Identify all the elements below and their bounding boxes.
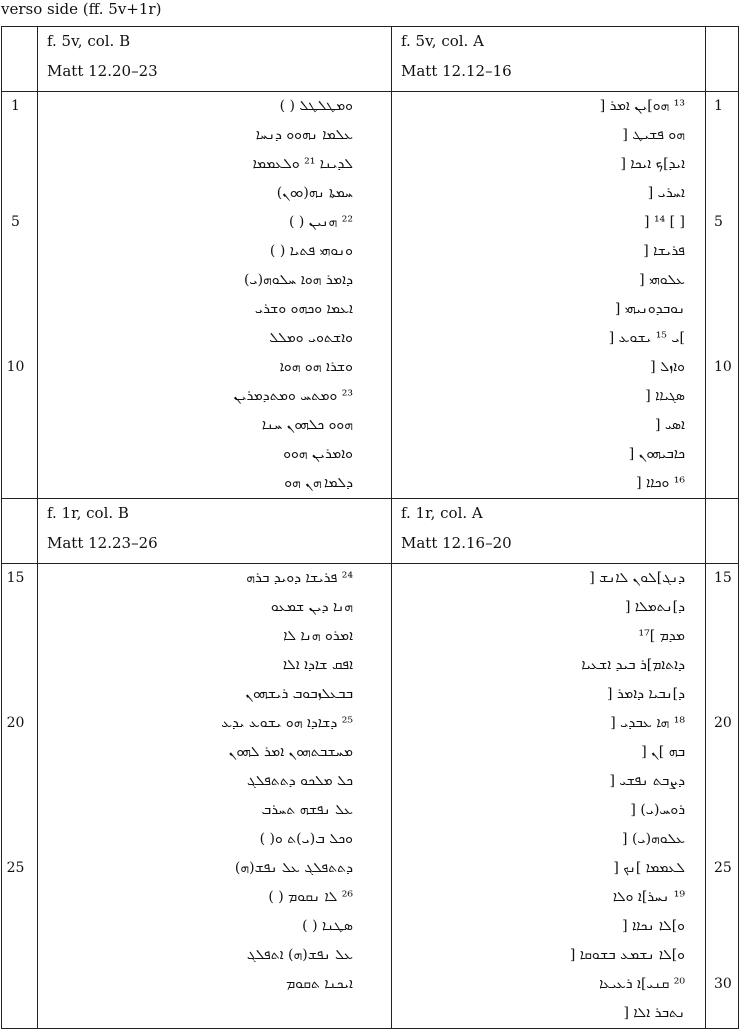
manuscript-line: ܕܐܬܐܡ]ܪ ܒܝܕ ܐܫܥܝܐ — [581, 657, 685, 673]
line-number — [2, 970, 37, 999]
manuscript-line: ܒܒܥܠܙܒܘܒ ܪܝܫܗܘܢ — [245, 686, 353, 702]
line-number — [2, 295, 37, 324]
manuscript-line: ܦܪܝܫܐ [ — [643, 243, 685, 259]
line-number — [2, 651, 37, 680]
manuscript-line: ܘ]ܠܐ ܢܫܡܥ ܒܫܘܩܐ [ — [569, 947, 685, 963]
manuscript-line: ܠܥܡܡܐ ]ܢܟ [ — [613, 860, 685, 876]
manuscript-line: ܐܦܩ ܫܐܕܐ ܐܠܐ — [282, 657, 353, 673]
manuscript-line: ܡܕܡ ]¹⁷ — [638, 628, 685, 644]
manuscript-line: ܕ]ܢܬܡܠܐ [ — [624, 599, 685, 615]
line-number — [706, 825, 738, 854]
manuscript-line: ²² ܗܢܝܢ ( ) — [288, 214, 353, 230]
manuscript-line: ܘܟܠ ܒ(ܝ)ܬ ܘ( ) — [259, 831, 353, 847]
line-number — [2, 411, 37, 440]
manuscript-line: ܘܫܪܐ ܗܘ ܗܘܐ — [279, 359, 353, 375]
line-number — [706, 295, 738, 324]
manuscript-line: ܟܠ ܡܠܟܘ ܕܬܬܦܠܓ — [247, 773, 353, 789]
col-b-text — [38, 564, 392, 1029]
manuscript-line: ܘܐܡܪܝܢ ܗܘܘ — [283, 446, 353, 462]
col-a-reference: Matt 12.16–20 — [401, 534, 512, 552]
manuscript-line: ܘ]ܠܐ ܢܟܐܐ [ — [622, 918, 685, 934]
col-a-text — [392, 564, 706, 1029]
line-number — [706, 593, 738, 622]
col-b-header — [38, 27, 392, 92]
col-a-folio: f. 1r, col. A — [401, 504, 483, 522]
manuscript-line: ܥܠ ܢܦܫܗ ܬܚܪܒ — [261, 802, 353, 818]
col-b-reference: Matt 12.20–23 — [47, 62, 158, 80]
left-line-numbers — [2, 92, 38, 499]
line-number — [706, 237, 738, 266]
col-a-header — [392, 27, 706, 92]
line-number — [706, 651, 738, 680]
manuscript-line: ²³ ܘܡܬܚ ܘܡܬܕܡܪܝܢ — [233, 388, 353, 404]
col-a-header — [392, 499, 706, 564]
manuscript-line: ܢܬܒܪ ܐܠܐ [ — [623, 1005, 685, 1021]
manuscript-line: ܣܛܢܐ ( ) — [302, 918, 353, 934]
manuscript-line: ²⁵ ܕܫܐܕܐ ܗܘ ܝܫܘܥ ܝܕܥ — [221, 715, 353, 731]
col-a-folio: f. 5v, col. A — [401, 32, 484, 50]
manuscript-line: ܕ]ܢܒܝܐ ܕܐܡܪ [ — [607, 686, 685, 702]
manuscript-line: ܘܢܘܗܝ ܦܬܝܐ ( ) — [269, 243, 353, 259]
line-number — [2, 622, 37, 651]
line-number — [2, 883, 37, 912]
manuscript-line: ]ܝ ¹⁵ ܝܫܘܥ [ — [608, 330, 685, 346]
manuscript-line: ܥܠܡܐ ܢܗܘܘ ܕܢܚܐ — [255, 127, 353, 143]
line-number: 15 — [6, 570, 25, 586]
line-number — [2, 179, 37, 208]
manuscript-line: ܕܠܡܐ ܗܢ ܗܘ — [284, 475, 353, 491]
manuscript-line: ²⁴ ܦܪܝܫܐ ܕܘܝܕ ܒܪܗ — [246, 570, 353, 586]
line-number: 15 — [714, 570, 732, 586]
manuscript-line: ¹⁶ ܘܟܐܐ [ — [636, 475, 685, 491]
section-body-row — [2, 564, 739, 1029]
manuscript-line: ܗܢܐ ܕܝܢ ܫܡܥܘ — [270, 599, 353, 615]
line-number: 5 — [714, 214, 723, 230]
manuscript-line: ܐܣܝ [ — [654, 417, 685, 433]
header-empty-right — [706, 499, 739, 564]
line-number — [2, 825, 37, 854]
line-number — [706, 469, 738, 498]
right-line-numbers — [706, 564, 739, 1029]
col-b-text — [38, 92, 392, 499]
col-b-reference: Matt 12.23–26 — [47, 534, 158, 552]
header-empty-left — [2, 27, 38, 92]
manuscript-line: ܗܘ ܦܫܝܛ [ — [622, 127, 685, 143]
line-number — [2, 121, 37, 150]
line-number — [706, 912, 738, 941]
line-number: 20 — [6, 715, 25, 731]
line-number — [2, 440, 37, 469]
line-number — [706, 796, 738, 825]
line-number — [2, 469, 37, 498]
manuscript-line: ܣܓܝܐܐ [ — [645, 388, 685, 404]
line-number: 10 — [6, 359, 25, 375]
line-number — [706, 382, 738, 411]
manuscript-line: ܠܕܝܢܐ ²¹ ܘܠܥܡܡܐ — [252, 156, 353, 172]
line-number — [2, 266, 37, 295]
manuscript-line: ܐܝܟܢܐ ܬܩܘܡ — [286, 976, 353, 992]
manuscript-line: ¹⁸ ܗܐ ܥܒܕܝ [ — [610, 715, 685, 731]
line-number — [706, 883, 738, 912]
manuscript-line: [ ] ¹⁴ [ — [644, 214, 685, 230]
manuscript-line: ܕܐܡܪ ܗܘܐ ܚܠܘܗ(ܝ) — [243, 272, 353, 288]
line-number — [2, 382, 37, 411]
manuscript-line: ܥܠ ܢܦܫ(ܗ) ܐܬܦܠܓ — [246, 947, 353, 963]
line-number — [2, 237, 37, 266]
manuscript-line: ܡܚܫܒܬܗܘܢ ܐܡܪ ܠܗܘܢ — [228, 744, 353, 760]
manuscript-line: ܢܘܒܕܘܢܝܗܝ [ — [614, 301, 685, 317]
line-number — [706, 266, 738, 295]
col-b-header — [38, 499, 392, 564]
manuscript-line: ܐܚܪܝ [ — [647, 185, 685, 201]
manuscript-line: ܪܘܚ(ܝ) [ — [630, 802, 685, 818]
line-number: 1 — [714, 98, 723, 114]
header-empty-left — [2, 499, 38, 564]
manuscript-line: ²⁶ ܠܐ ܢܩܘܡ ( ) — [268, 889, 353, 905]
col-b-folio: f. 1r, col. B — [47, 504, 129, 522]
left-line-numbers — [2, 564, 38, 1029]
line-number — [706, 622, 738, 651]
manuscript-line: ܐܥܡܐ ܘܟܗܘ ܘܫܪܝ — [254, 301, 353, 317]
manuscript-line: ܐܡܪܘ ܗܢܐ ܠܐ — [283, 628, 353, 644]
line-number: 30 — [714, 976, 732, 992]
manuscript-line: ܥܠܘܗܝ [ — [639, 272, 685, 288]
manuscript-line: ܗܘܘ ܟܠܗܘܢ ܚܢܐ — [261, 417, 353, 433]
line-number — [2, 767, 37, 796]
manuscript-line: ܘܐܙܠ [ — [650, 359, 685, 375]
line-number: 25 — [6, 860, 25, 876]
line-number — [2, 796, 37, 825]
line-number — [706, 324, 738, 353]
line-number — [2, 941, 37, 970]
section-header-row — [2, 27, 739, 92]
col-a-reference: Matt 12.12–16 — [401, 62, 512, 80]
line-number — [706, 179, 738, 208]
page-caption: verso side (ff. 5v+1r) — [1, 0, 162, 18]
manuscript-line: ܚܡܬܐ ܢܗ(ܘܘܢ) — [276, 185, 353, 201]
line-number — [706, 767, 738, 796]
line-number — [2, 912, 37, 941]
manuscript-line: ܕܬܬܦܠܓ ܥܠ ܢܦܫ(ܗ) — [234, 860, 353, 876]
line-number — [2, 150, 37, 179]
manuscript-table — [1, 26, 739, 1029]
line-number — [706, 411, 738, 440]
line-number: 20 — [714, 715, 732, 731]
line-number: 10 — [714, 359, 732, 375]
line-number — [2, 738, 37, 767]
line-number: 1 — [11, 98, 20, 114]
line-number: 25 — [714, 860, 732, 876]
right-line-numbers — [706, 92, 739, 499]
manuscript-line: ܒܗ ]ܢ [ — [641, 744, 685, 760]
manuscript-line: ¹⁹ ܢܚܪ]ܐ ܘܠܐ — [612, 889, 685, 905]
line-number: 5 — [11, 214, 20, 230]
line-number — [2, 680, 37, 709]
line-number — [706, 738, 738, 767]
header-empty-right — [706, 27, 739, 92]
manuscript-line: ܕܢܓ]ܠܘܢ ܠܐܢܫ [ — [589, 570, 685, 586]
manuscript-line: ܘܡܛܠܛܠ ( ) — [279, 98, 353, 114]
line-number — [706, 440, 738, 469]
col-b-folio: f. 5v, col. B — [47, 32, 131, 50]
line-number — [706, 680, 738, 709]
section-body-row — [2, 92, 739, 499]
section-header-row — [2, 499, 739, 564]
manuscript-line: ܕܨܒܬ ܢܦܫܝ [ — [609, 773, 685, 789]
manuscript-line: ܟܐܒܝܗܘܢ [ — [628, 446, 685, 462]
manuscript-line: ¹³ ܗܘ]ܝܢ ܐܡܪ [ — [599, 98, 685, 114]
line-number — [706, 941, 738, 970]
line-number — [2, 324, 37, 353]
manuscript-line: ܘܐܫܬܘܝ ܘܡܠܠ — [269, 330, 353, 346]
line-number — [706, 121, 738, 150]
col-a-text — [392, 92, 706, 499]
line-number — [2, 593, 37, 622]
manuscript-line: ܐܝܕ]ܟ ܐܝܟܐ [ — [620, 156, 685, 172]
manuscript-line: ²⁰ ܩܢܝ]ܐ ܪܥܝܥܐ — [599, 976, 685, 992]
line-number — [706, 150, 738, 179]
manuscript-line: ܥܠܘܗ(ܝ) [ — [622, 831, 685, 847]
